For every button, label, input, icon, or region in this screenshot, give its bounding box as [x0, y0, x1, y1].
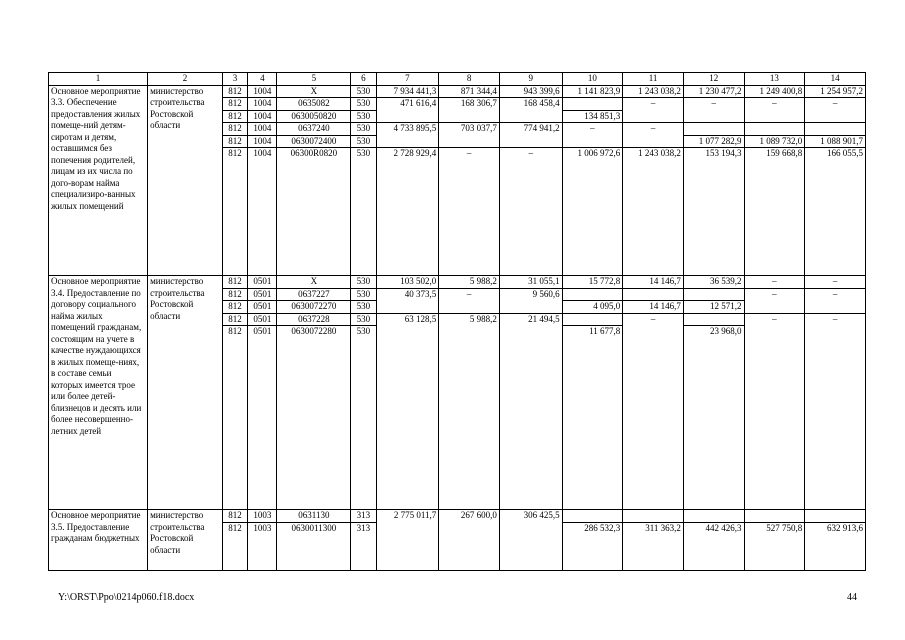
table-row	[49, 85, 866, 98]
table-cell: 812	[222, 148, 247, 276]
table-cell: 442 426,3	[683, 522, 744, 570]
table-cell: 812	[222, 288, 247, 301]
table-cell: 530	[351, 288, 376, 301]
table-cell: –	[805, 313, 866, 510]
table-cell	[562, 98, 623, 111]
table-cell	[623, 288, 684, 301]
table-cell: 530	[351, 326, 376, 510]
table-cell: –	[623, 123, 684, 148]
table-cell: 1 243 038,2	[623, 85, 684, 98]
table-cell: 12 571,2	[683, 301, 744, 314]
table-cell: 166 055,5	[805, 148, 866, 276]
column-header: 11	[623, 73, 684, 86]
table-cell: 4 095,0	[562, 301, 623, 314]
table-cell: –	[562, 123, 623, 148]
table-cell: 1 243 038,2	[623, 148, 684, 276]
table-cell: 812	[222, 522, 247, 570]
table-cell: 267 600,0	[439, 510, 500, 571]
table-cell: 36 539,2	[683, 276, 744, 289]
table-cell: 812	[222, 135, 247, 148]
table-cell: –	[744, 313, 805, 510]
table-cell: 530	[351, 276, 376, 289]
column-header: 4	[248, 73, 277, 86]
table-cell: 15 772,8	[562, 276, 623, 289]
table-row	[49, 510, 866, 523]
table-cell: 103 502,0	[376, 276, 439, 289]
table-cell: 0501	[248, 276, 277, 289]
column-header: 3	[222, 73, 247, 86]
table-cell: –	[805, 288, 866, 313]
table-cell: 159 668,8	[744, 148, 805, 276]
table-cell: 1 230 477,2	[683, 85, 744, 98]
table-cell: 774 941,2	[499, 123, 562, 148]
table-cell: 0501	[248, 313, 277, 326]
table-cell: 311 363,2	[623, 522, 684, 570]
table-cell: 530	[351, 135, 376, 148]
table-cell: 153 194,3	[683, 148, 744, 276]
table-cell: 812	[222, 313, 247, 326]
table-cell: 1 141 823,9	[562, 85, 623, 98]
table-cell: 31 055,1	[499, 276, 562, 289]
header-row	[49, 73, 866, 86]
table-cell	[805, 123, 866, 136]
table-cell: 5 988,2	[439, 276, 500, 289]
table-cell: –	[744, 276, 805, 289]
table-cell: Х	[277, 85, 351, 98]
table-cell: –	[805, 98, 866, 123]
page-number: 44	[847, 592, 857, 603]
column-header: 5	[277, 73, 351, 86]
table-cell: –	[439, 148, 500, 276]
table-cell: 168 458,4	[499, 98, 562, 123]
table-cell: 0637227	[277, 288, 351, 301]
table-cell: 943 399,6	[499, 85, 562, 98]
table-cell: 4 733 895,5	[376, 123, 439, 148]
column-header: 12	[683, 73, 744, 86]
table-cell	[623, 510, 684, 523]
table-cell: 306 425,5	[499, 510, 562, 571]
table-cell: 5 988,2	[439, 313, 500, 510]
table-cell: 9 560,6	[499, 288, 562, 313]
table-cell: 0637228	[277, 313, 351, 326]
table-cell: 812	[222, 98, 247, 111]
table-cell: 1 077 282,9	[683, 135, 744, 148]
table-cell: –	[623, 98, 684, 123]
table-cell: 11 677,8	[562, 326, 623, 510]
table-cell: 871 344,4	[439, 85, 500, 98]
table-cell: 530	[351, 98, 376, 111]
table-cell: 1004	[248, 123, 277, 136]
table-cell: 0631130	[277, 510, 351, 523]
table-cell: 14 146,7	[623, 276, 684, 289]
table-cell: 0630072280	[277, 326, 351, 510]
column-header: 8	[439, 73, 500, 86]
table-cell: 1004	[248, 85, 277, 98]
table-cell: 1003	[248, 510, 277, 523]
table-cell: 23 968,0	[683, 326, 744, 510]
table-cell: 286 532,3	[562, 522, 623, 570]
table-cell: 812	[222, 276, 247, 289]
table-cell: 530	[351, 148, 376, 276]
table-cell: 1004	[248, 110, 277, 123]
column-header: 13	[744, 73, 805, 86]
activity-name: Основное мероприятие 3.3. Обеспечение предоставления жилых помеще-ний детям-сиротам и детям, оставшимся без попечения родителей, лицам из их числа по дого-ворам найма специализиро-ванных жилых помещений	[49, 85, 148, 276]
column-header: 6	[351, 73, 376, 86]
table-cell: 1 006 972,6	[562, 148, 623, 276]
table-cell: –	[499, 148, 562, 276]
table-cell: 527 750,8	[744, 522, 805, 570]
table-cell	[562, 313, 623, 326]
table-cell: 1 088 901,7	[805, 135, 866, 148]
column-header: 10	[562, 73, 623, 86]
activity-name: Основное мероприятие 3.5. Предоставление гражданам бюджетных	[49, 510, 148, 571]
table-cell: 0637240	[277, 123, 351, 136]
table-cell: –	[623, 313, 684, 510]
table-cell: 0501	[248, 301, 277, 314]
table-cell: 812	[222, 85, 247, 98]
table-cell: 1 254 957,2	[805, 85, 866, 98]
budget-table	[48, 72, 866, 571]
table-cell: 1004	[248, 98, 277, 111]
table-cell: 40 373,5	[376, 288, 439, 313]
table-cell	[683, 123, 744, 136]
table-cell: 530	[351, 301, 376, 314]
table-cell: 2 728 929,4	[376, 148, 439, 276]
table-cell: 632 913,6	[805, 522, 866, 570]
table-cell: 530	[351, 110, 376, 123]
table-cell: 313	[351, 522, 376, 570]
table-cell: 313	[351, 510, 376, 523]
table-cell: 530	[351, 85, 376, 98]
table-cell: 812	[222, 123, 247, 136]
table-cell: 0630050820	[277, 110, 351, 123]
table-cell	[744, 510, 805, 523]
table-cell: 471 616,4	[376, 98, 439, 123]
ministry-name: министерство строительства Ростовской области	[148, 510, 223, 571]
activity-name: Основное мероприятие 3.4. Предоставление по договору социального найма жилых помещений гражданам, состоящим на учете в качестве нуждающихся в жилых помеще-ниях, в составе семьи которых имеется трое или более детей-близнецов и десять или более несовершенно-летних детей	[49, 276, 148, 510]
table-row	[49, 276, 866, 289]
table-cell: 2 775 011,7	[376, 510, 439, 571]
table-cell: 703 037,7	[439, 123, 500, 148]
table-cell: 0630011300	[277, 522, 351, 570]
table-cell: 812	[222, 110, 247, 123]
table-cell	[683, 510, 744, 523]
table-cell: –	[744, 288, 805, 313]
column-header: 1	[49, 73, 148, 86]
table-cell: 1003	[248, 522, 277, 570]
table-cell: –	[683, 98, 744, 123]
table-cell: 812	[222, 301, 247, 314]
table-cell	[562, 288, 623, 301]
table-cell: –	[744, 98, 805, 123]
ministry-name: министерство строительства Ростовской области	[148, 85, 223, 276]
table-cell: 1 249 400,8	[744, 85, 805, 98]
table-cell	[683, 313, 744, 326]
table-cell: 1004	[248, 148, 277, 276]
table-cell: 530	[351, 123, 376, 136]
column-header: 9	[499, 73, 562, 86]
footer-file-path: Y:\ORST\Ppo\0214p060.f18.docx	[58, 592, 195, 603]
table-cell	[562, 510, 623, 523]
table-cell: 7 934 441,3	[376, 85, 439, 98]
table-cell: 21 494,5	[499, 313, 562, 510]
table-cell: –	[439, 288, 500, 313]
table-cell	[805, 510, 866, 523]
table-cell	[683, 288, 744, 301]
table-cell: –	[805, 276, 866, 289]
column-header: 2	[148, 73, 223, 86]
table-cell: 1 089 732,0	[744, 135, 805, 148]
table-cell: 63 128,5	[376, 313, 439, 510]
table-cell: 812	[222, 326, 247, 510]
table-cell	[744, 123, 805, 136]
table-cell: 530	[351, 313, 376, 326]
table-cell: Х	[277, 276, 351, 289]
table-cell: 06300R0820	[277, 148, 351, 276]
table-cell: 1004	[248, 135, 277, 148]
ministry-name: министерство строительства Ростовской области	[148, 276, 223, 510]
column-header: 7	[376, 73, 439, 86]
table-cell: 168 306,7	[439, 98, 500, 123]
table-cell: 0630072400	[277, 135, 351, 148]
table-cell: 0501	[248, 288, 277, 301]
table-cell: 0635082	[277, 98, 351, 111]
table-cell: 14 146,7	[623, 301, 684, 314]
column-header: 14	[805, 73, 866, 86]
table-cell: 812	[222, 510, 247, 523]
table-cell: 134 851,3	[562, 110, 623, 123]
table-cell: 0501	[248, 326, 277, 510]
table-cell: 0630072270	[277, 301, 351, 314]
